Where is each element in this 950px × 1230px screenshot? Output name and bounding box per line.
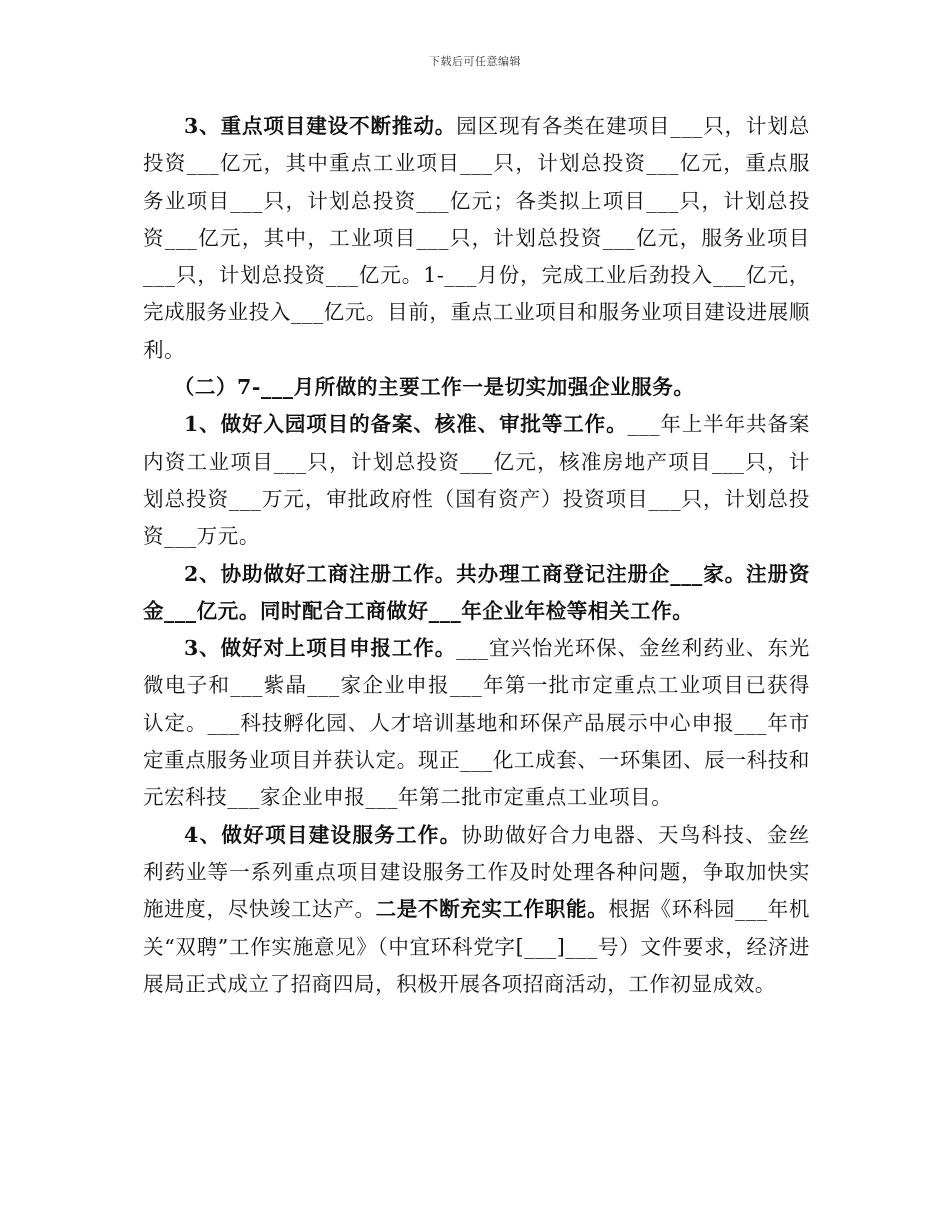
paragraph-text: 园区现有各类在建项目___只，计划总投资___亿元，其中重点工业项目___只，计划总投资___亿元，重点服务业项目___只，计划总投资___亿元；各类拟上项目___只，计划总投资___亿元，其中，工业项目___只，计划总投资___亿元，服务业项目___只，计划总投资___亿元。1-___月份，完成工业后劲投入___亿元，完成服务业投入___亿元。目前，重点工业项目和服务业项目建设进展顺利。	[143, 114, 810, 362]
paragraph-text: 协助做好合力电器、天鸟科技、金丝利药业等一系列重点项目建设服务工作及时处理各种问题，争取加快实施进度，尽快竣工达产。	[143, 822, 810, 922]
paragraph-construction-service	[143, 817, 810, 1003]
paragraph-business-registration	[143, 556, 810, 631]
paragraph-filing-approval	[143, 406, 810, 555]
paragraph-lead: 3、做好对上项目申报工作。	[184, 636, 457, 661]
paragraph-lead: 4、做好项目建设服务工作。	[184, 822, 462, 847]
section-heading	[143, 369, 810, 406]
document-body	[143, 108, 810, 1003]
paragraph-lead-secondary: 二是不断充实工作职能。	[375, 897, 609, 922]
page-header: 下载后可任意编辑	[429, 55, 521, 68]
paragraph-lead: 3、重点项目建设不断推动。	[184, 114, 457, 138]
paragraph-text: ___年上半年共备案内资工业项目___只，计划总投资___亿元，核准房地产项目___只，计划总投资___万元，审批政府性（国有资产）投资项目___只，计划总投资___万元。	[143, 412, 810, 549]
paragraph-text-secondary: 根据《环科园___年机关“双聘”工作实施意见》（中宜环科党字[___]___号）文件要求，经济进展局正式成立了招商四局，积极开展各项招商活动，工作初显成效。	[143, 897, 810, 996]
paragraph-lead: 1、做好入园项目的备案、核准、审批等工作。	[184, 412, 628, 437]
paragraph-key-projects	[143, 108, 810, 369]
paragraph-lead: 2、协助做好工商注册工作。共办理工商登记注册企___家。注册资金___亿元。同时配合工商做好___年企业年检等相关工作。	[143, 561, 810, 623]
paragraph-project-application	[143, 630, 810, 816]
section-heading-text: （二）7-___月所做的主要工作一是切实加强企业服务。	[173, 375, 695, 400]
paragraph-text: ___宜兴怡光环保、金丝利药业、东光微电子和___紫晶___家企业申报___年第一批市定重点工业项目已获得认定。___科技孵化园、人才培训基地和环保产品展示中心申报___年市定重点服务业项目并获认定。现正___化工成套、一环集团、辰一科技和元宏科技___家企业申报___年第二批市定重点工业项目。	[143, 636, 810, 810]
